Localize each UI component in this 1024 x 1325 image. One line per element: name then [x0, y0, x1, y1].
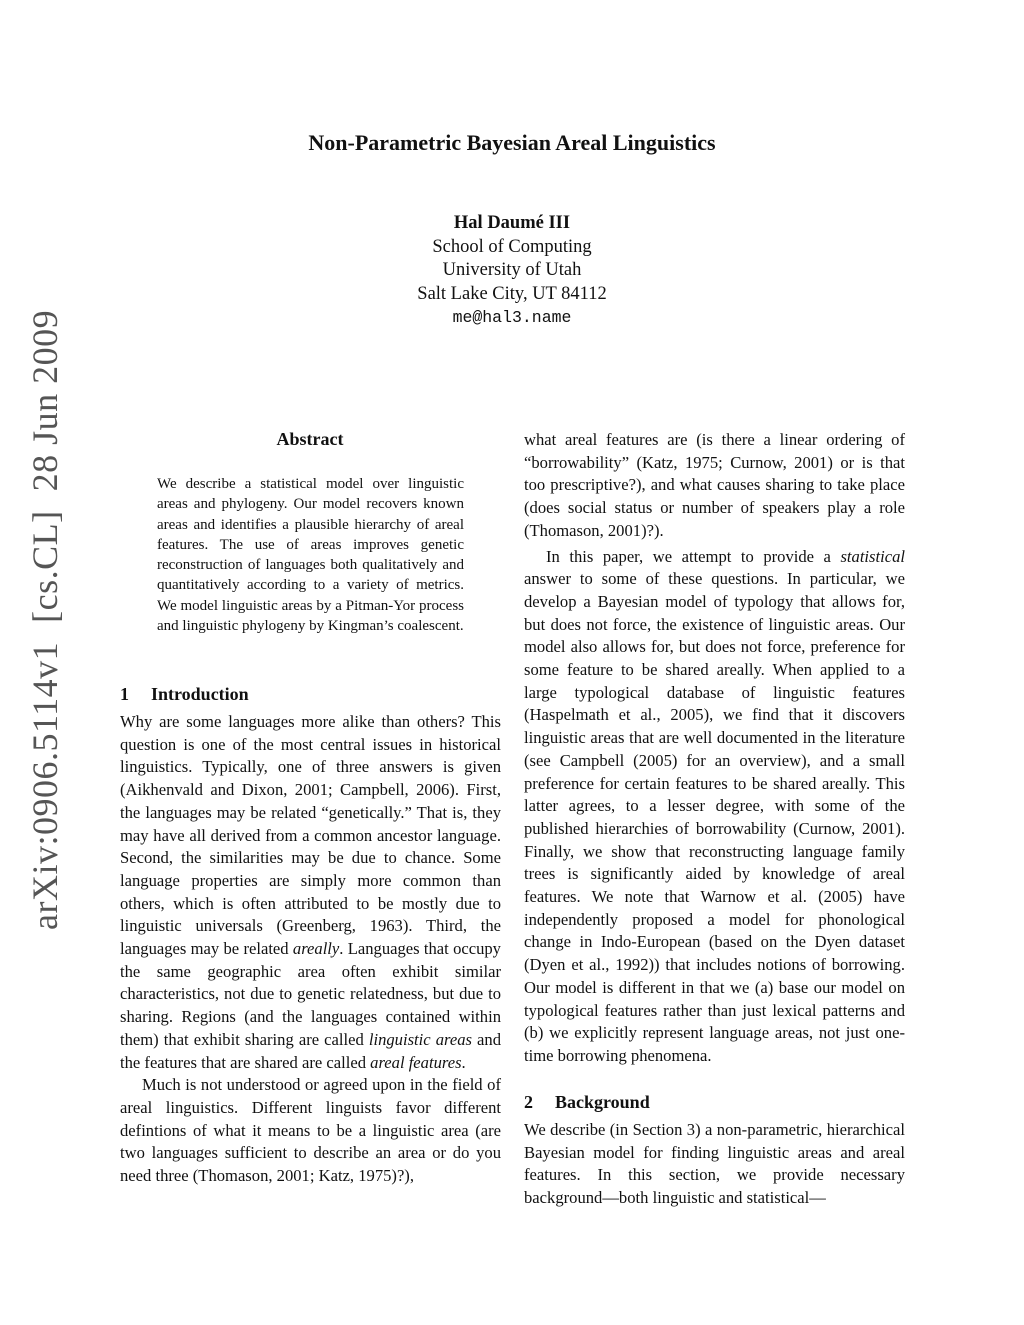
- author-block: [0, 212, 1024, 330]
- section-title: Background: [555, 1092, 650, 1112]
- intro-paragraph-3: In this paper, we attempt to provide a statistical answer to some of these questions. In particular, we develop a Bayesian model of typology that allows for, but does not force, the existence of linguistic areas. Our model also allows for, but does not force, preference for some feature to be shared areally. When applied to a large typological database of linguistic features (Haspelmath et al., 2005), we find that it discovers linguistic areas that are well documented in the literature (see Campbell (2005) for an overview), and a small preference for certain features to be shared areally. This latter agrees, to a lesser degree, with some of the published hierarchies of borrowability (Curnow, 2001). Finally, we show that reconstructing language family trees is significantly aided by knowledge of areal features. We note that Warnow et al. (2005) have independently proposed a model for phonological change in Indo-European (based on the Dyen dataset (Dyen et al., 1992)) that includes notions of borrowing. Our model is different in that we (a) base our model on typological features rather than just lexical patterns and (b) we explicitly represent language areas, not just one-time borrowing phenomena.: [524, 546, 905, 1065]
- section-heading-introduction: [120, 684, 249, 705]
- author-name: Hal Daumé III: [453, 213, 571, 233]
- intro-paragraph-2-continued: what areal features are (is there a linear ordering of “borrowability” (Katz, 1975; Curnow, 2001) or is that too prescriptive?), and what causes sharing to take place (does social status or number of speakers play a role (Thomason, 2001)?).: [524, 430, 905, 540]
- background-column: [524, 1119, 905, 1210]
- section-title: Introduction: [151, 684, 249, 704]
- abstract-text: We describe a statistical model over linguistic areas and phylogeny. Our model recovers known areas and identifies a plausible hierarchy of areal features. The use of areas improves genetic reconstruction of languages both qualitatively and quantitatively according to a variety of metrics. We model linguistic areas by a Pitman-Yor process and linguistic phylogeny by Kingman’s coalescent.: [157, 476, 464, 635]
- arxiv-stamp: arXiv:0906.5114v1 [cs.CL] 28 Jun 2009: [25, 309, 65, 930]
- author-affiliation-school: School of Computing: [432, 236, 592, 257]
- section-number: 2: [524, 1092, 533, 1112]
- author-email[interactable]: me@hal3.name: [452, 308, 572, 327]
- abstract-heading: Abstract: [276, 429, 344, 449]
- right-column: [524, 429, 905, 1068]
- author-affiliation-university: University of Utah: [442, 260, 582, 280]
- author-address: Salt Lake City, UT 84112: [417, 283, 607, 304]
- left-column: [120, 711, 501, 1188]
- intro-paragraph-2: Much is not understood or agreed upon in the field of areal linguistics. Different linguists favor different defintions of what it means to be a linguistic area (are two languages sufficient to describe an area or do you need three (Thomason, 2001; Katz, 1975)?),: [120, 1075, 501, 1186]
- section-heading-background: [524, 1092, 650, 1113]
- background-paragraph-1: We describe (in Section 3) a non-parametric, hierarchical Bayesian model for finding linguistic areas and areal features. In this section, we provide necessary background—both linguistic and statistical—: [524, 1120, 905, 1208]
- paper-title: Non-Parametric Bayesian Areal Linguistics: [308, 130, 716, 155]
- intro-paragraph-1: Why are some languages more alike than others? This question is one of the most central issues in historical linguistics. Typically, one of three answers is given (Aikhenvald and Dixon, 2001; Campbell, 2006). First, the languages may be related “genetically.” That is, they may have all derived from a common ancestor language. Second, the similarities may be due to chance. Some language properties are simply more common than others, which is often attributed to be mostly due to linguistic universals (Greenberg, 1963). Third, the languages may be related areally. Languages that occupy the same geographic area often exhibit similar characteristics, not due to genetic relatedness, but due to sharing. Regions (and the languages contained within them) that exhibit sharing are called linguistic areas and the features that are shared are called areal features.: [120, 712, 502, 1072]
- section-number: 1: [120, 684, 129, 704]
